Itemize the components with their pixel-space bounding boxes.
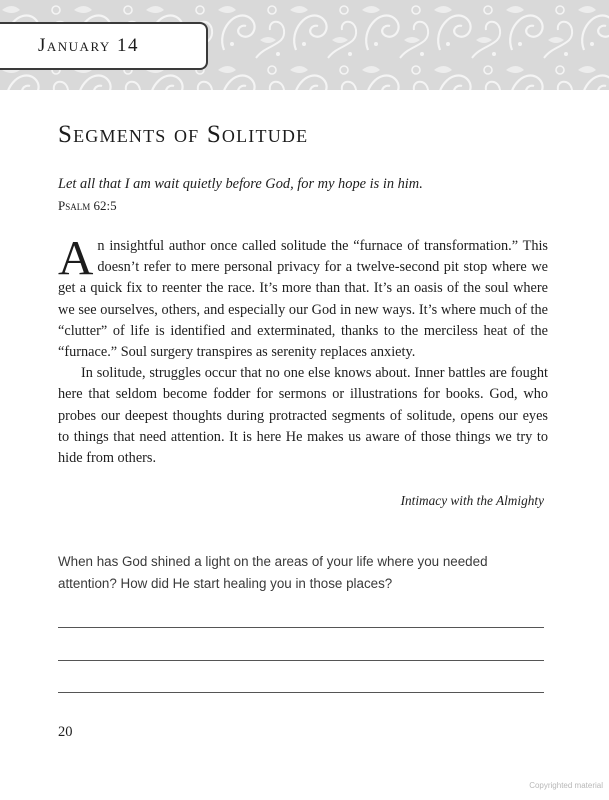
date-tab <box>0 22 208 70</box>
decorative-banner <box>0 0 609 90</box>
paragraph-2: In solitude, struggles occur that no one else knows about. Inner battles are fought here that seldom become fodder for sermons or illustrations for books. God, who probes our deepest thoughts during protracted segments of solitude, opens our eyes to things that need attention. It is here He makes us aware of those things we try to hide from others. <box>58 365 548 467</box>
paragraph-1-rest: n insightful author once called solitude the “furnace of transformation.” This doesn’t refer to mere personal privacy for a twelve-second pit stop where we get a quick fix to reenter the race. It’s more than that. It’s an oasis of the soul where we see ourselves, others, and especially our God in new ways. It’s where much of the “clutter” of life is identified and exterminated, thanks to the merciless heat of the “furnace.” Soul surgery transpires as serenity replaces anxiety. <box>58 238 548 361</box>
page-number: 20 <box>58 724 73 740</box>
paragraph-1 <box>58 230 548 363</box>
watermark: Copyrighted material <box>529 781 603 790</box>
date-label: January 14 <box>38 35 140 56</box>
writing-line[interactable] <box>58 660 544 661</box>
source-attribution: Intimacy with the Almighty <box>400 493 544 508</box>
scripture-verse: Let all that I am wait quietly before God, for my hope is in him. <box>58 176 423 192</box>
devotional-body <box>58 230 548 469</box>
writing-line[interactable] <box>58 627 544 628</box>
writing-line[interactable] <box>58 692 544 693</box>
drop-cap: A <box>58 230 94 285</box>
page-title: Segments of Solitude <box>58 121 309 148</box>
scripture-reference: Psalm 62:5 <box>58 198 117 213</box>
journal-prompt: When has God shined a light on the areas of your life where you needed attention? How did He start healing you in those places? <box>58 554 488 591</box>
